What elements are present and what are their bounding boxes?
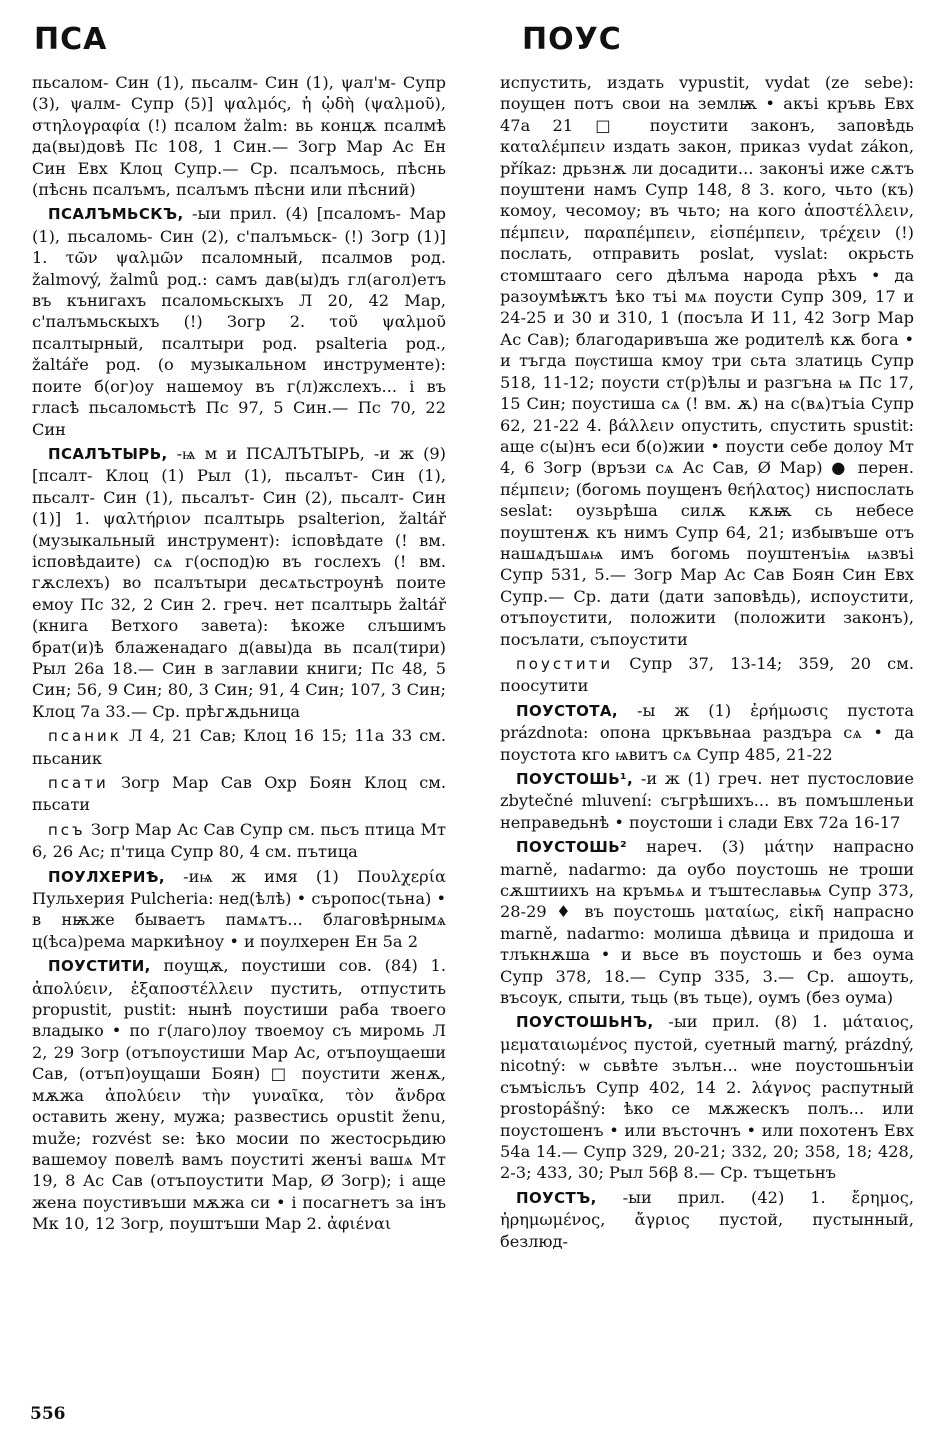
- dictionary-entry: [32, 819, 446, 863]
- entry-headword: ПОУСТОТА,: [516, 701, 619, 720]
- dictionary-entry: [32, 955, 446, 1234]
- entry-text: поущѫ, поустиши сов. (84) 1. ἀπολύειν, ἐξαποστέλλειν пустить, отпустить propustit, pustit: нынѣ поустиши раба твоего владыко • по г(лаго)лоу твоемоу съ миромь Л 2, 29 Зогр (отъпоустиши Мар Ас, отъпоущаеши Сав, (отъп)оущаши Боян) □ поустити женѫ, мѫжа ἀπολύειν τὴν γυναῖκα, τὸν ἄνδρα оставить жену, мужа; развестись opustit ženu, muže; rozvést se: ѣко мосии по жестосрьдию вашемоу повелѣ вамъ поуститі женъі вашѧ Мт 19, 8 Ас Сав (отъпоустити Мар, Ø Зогр); і аще жена поустивъши мѫжа си • і посагнетъ за інъ Мк 10, 12 Зогр, поуштъши Мар 2. ἀφιέναι: [32, 956, 446, 1234]
- entry-headword: ПОУСТОШЬ²: [516, 838, 627, 857]
- dictionary-entry: [500, 700, 914, 765]
- entry-headword: ПСАЛЪМЬСКЪ,: [48, 205, 184, 224]
- dictionary-entry: [500, 1187, 914, 1252]
- entry-text: Зогр Мар Ас Сав Супр см. пьсъ птица Мт 6, 26 Ас; п'тица Супр 80, 4 см. пътица: [32, 819, 446, 862]
- entry-text: пьсалом- Син (1), пьсалм- Син (1), ψал'м- Супр (3), ψалм- Супр (5)] ψαλμός, ἡ ᾠδὴ (ψαλμοῦ), στηλογραφία (!) псалом žalm: вь концѫ псалмѣ да(вы)довѣ Пс 108, 1 Син.— Зогр Мар Ас Ен Син Евх Клоц Супр.— Ср. псалъмось, пѣснь (пѣснь псалъмъ, псалъмъ пѣсни или пѣсний): [32, 73, 446, 200]
- entry-headword: псати: [48, 774, 109, 792]
- dictionary-entry: [32, 725, 446, 769]
- entry-headword: псъ: [48, 820, 86, 839]
- entry-text: испустить, издать vypustit, vydat (ze sebe): поущен потъ свои на землѭ • акъі кръвь Евх 47а 21 □ поустити законъ, заповѣдь καταλέμπειν издать закон, приказ vydat zákon, příkaz: дрьзнѫ ли досадити... законъі иже сѫтъ поуштени намъ Супр 148, 8 3. кого, чьто (къ) комоу, чесомоу; въ чьто; на кого ἀποστέλλειν, πέμπειν, παραπέμπειν, εἰσπέμπειν, τρέχειν (!) послать, отправить poslat, vyslat: окрьсть стомштааго сего дѣлъма народа рѣхъ • да разоумѣѭтъ ѣко тъі мѧ поусти Супр 309, 17 и 24-25 и 30 и 310, 1 (посъла И 11, 42 Зогр Мар Ас Сав); благодаривъша же родителѣ кѫ бога • и тъгда пѹстиша кмоу три сьта златиць Супр 518, 11-12; поусти ст(р)ѣлы и разгъна ѩ Пс 17, 15 Син; поустиша сѧ (! вм. ѫ) на с(вѧ)тъіа Супр 62, 21-22 4. βάλλειν опустить, спустить spustit: аще с(ы)нъ еси б(о)жии • поусти себе долоу Мт 4, 6 Зогр (връзи сѧ Ас Сав, Ø Мар) ● перен. πέμπειν; (богомь поущенъ θεήλατος) ниспослать seslat: оузьрѣша силѫ кѫѭ сь небесе поуштенѫ къ нимъ Супр 64, 21; избывъше отъ нашѧдъшѧѩ имъ богомь поуштенъіѩ ѩзвъі Супр 531, 5.— Зогр Мар Ас Сав Боян Син Евх Супр.— Ср. дати (дати заповѣдь), испоустити, отъпоустити, положити (положити законъ), посълати, съпоустити: [500, 73, 914, 649]
- entry-text: нареч. (3) μάτην напрасно marně, nadarmo: да оубо поустошь не троши сѫштиихъ на кръмьѧ и тъштеславьѩ Супр 373, 28-29 ♦ въ поустошь ματαίως, εἰκῆ напрасно marně, nadarmo: молиша дѣвица и придоша и тлъкнѫша • и вьсе въ поустошь и без оума Супр 378, 18.— Супр 335, 3.— Ср. ашоуть, въсоук, спыти, тьць (въ тьце), оумъ (без оума): [500, 837, 914, 1008]
- entry-text: -ыи прил. (8) 1. μάταιος, μεματαιωμένος пустой, суетный marný, prázdný, nicotný: ѡ сьвѣте зълън... ѡне поустошьнъіи съмъісльъ Супр 402, 14 2. λάγνος распутный prostopášný: ѣко се мѫжескъ полъ... или поустошенъ • или въсточнъ • или похотенъ Евх 54а 14.— Супр 329, 20-21; 332, 20; 358, 18; 428, 2-3; 433, 30; Рыл 56β 8.— Ср. тъщетьнъ: [500, 1012, 914, 1183]
- running-head-right: ПОУС: [522, 22, 622, 57]
- entry-headword: ПОУСТОШЬНЪ,: [516, 1013, 654, 1032]
- entry-headword: ПОУСТЪ,: [516, 1188, 597, 1207]
- entry-text: -ѩ м и ПСАЛЪТЫРЬ, -и ж (9) [псалт- Клоц (1) Рыл (1), пьсалът- Син (1), пьсалт- Син (1), пьсалът- Син (2), пьсалт- Син (1)] 1. ψαλτήριον псалтырь psalterion, žaltář (музыкальный инструмент): ісповѣдате (! вм. ісповѣдаите) сѧ г(оспод)ю въ гослехъ (! вм. гѫслехъ) во псалътыри десѧтьстроунѣ поите емоу Пс 32, 2 Син 2. греч. нет псалтырь žaltář (книга Ветхого завета): ѣкоже слъшимъ брат(и)ѣ блаженадаго д(авы)да вь псал(тири) Рыл 26а 18.— Син в заглавии книги; Пс 48, 5 Син; 56, 9 Син; 80, 3 Син; 91, 4 Син; 107, 3 Син; Клоц 7а 33.— Ср. прѣгѫдьница: [32, 443, 446, 721]
- dictionary-entry: [500, 72, 914, 650]
- page-number: 556: [30, 1404, 66, 1424]
- dictionary-entry: [500, 1011, 914, 1183]
- dictionary-entry: [500, 768, 914, 833]
- dictionary-entry: [32, 443, 446, 722]
- entry-headword: ПОУСТОШЬ¹,: [516, 770, 634, 788]
- entry-headword: ПСАЛЪТЫРЬ,: [48, 444, 168, 463]
- entry-text: Супр 37, 13-14; 359, 20 см. поосутити: [500, 653, 914, 696]
- entry-text: -иѩ ж имя (1) Πουλχερία Пульхерия Pulcheria: нед(ѣлѣ) • съропос(тьна) • в нѭже бываетъ памѧтъ... благовѣрнымѧ ц(ѣса)рема маркиѣноу • и поулхерен Ен 5а 2: [32, 866, 446, 951]
- entry-text: -ыи прил. (4) [псаломъ- Мар (1), пьсаломь- Син (2), с'палъмьск- (!) Зогр (1)] 1. τῶν ψαλμῶν псаломный, псалмов род. žalmový, žalmů род.: самъ дав(ы)дъ гл(агол)етъ въ кънигахъ псаломьскыхъ Л 20, 42 Мар, с'палъмьскыхъ (!) Зогр 2. τοῦ ψαλμοῦ псалтырный, псалтыри род. psalteria род., žaltáře род. (о музыкальном инструменте): поите б(ог)оу нашемоу въ г(л)жслехъ... і въ гласѣ пьсаломьстѣ Пс 97, 5 Син.— Пс 70, 22 Син: [32, 204, 446, 439]
- dictionary-entry: [32, 772, 446, 816]
- dictionary-entry: [32, 866, 446, 953]
- entry-text: Л 4, 21 Сав; Клоц 16 15; 11а 33 см. пьсаник: [32, 726, 446, 768]
- running-head-left: ПСА: [34, 22, 108, 57]
- dictionary-entry: [32, 72, 446, 200]
- entry-headword: ПОУСТИТИ,: [48, 957, 151, 976]
- entry-text: -и ж (1) греч. нет пустословие zbytečné mluvení: съгрѣшихъ... въ помъшленьи неправедьнѣ • поустоши і слади Евх 72а 16-17: [500, 769, 914, 832]
- entry-headword: поустити: [516, 654, 614, 673]
- entry-text: -ыи прил. (42) 1. ἔρημος, ἠρημωμένος, ἄγριος пустой, пустынный, безлюд-: [500, 1187, 914, 1251]
- left-column: [32, 72, 446, 1238]
- entry-headword: псаник: [48, 727, 122, 746]
- dictionary-entry: [500, 653, 914, 697]
- entry-headword: ПОУЛХЕРИѢ,: [48, 867, 165, 886]
- entry-text: -ы ж (1) ἐρήμωσις пустота prázdnota: опона цркъвьнаа раздъра сѧ • да поустота кго ѩвитъ сѧ Супр 485, 21-22: [500, 700, 914, 764]
- dictionary-entry: [32, 203, 446, 439]
- right-column: [500, 72, 914, 1255]
- dictionary-entry: [500, 836, 914, 1008]
- entry-text: Зогр Мар Сав Охр Боян Клоц см. пьсати: [32, 773, 446, 815]
